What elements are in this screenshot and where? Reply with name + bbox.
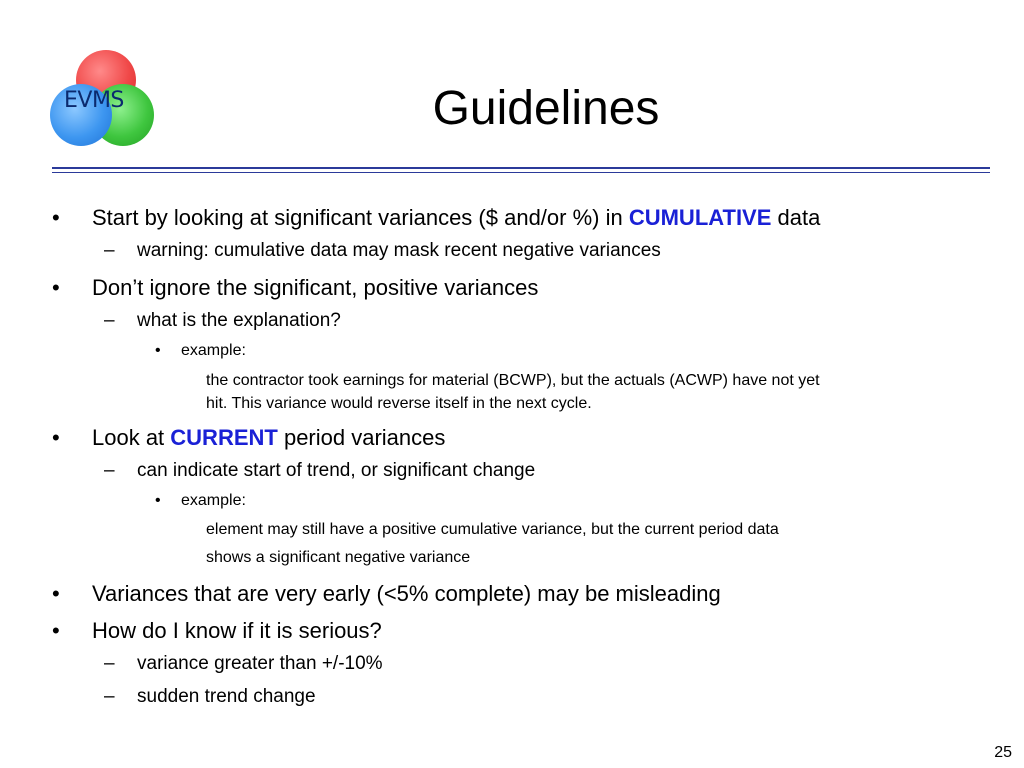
emphasis-current: CURRENT xyxy=(170,425,278,450)
sub-bullet-trend-change: sudden trend change xyxy=(137,686,316,707)
example-text-line: shows a significant negative variance xyxy=(206,549,471,566)
slide-title: Guidelines xyxy=(432,82,660,135)
dash-marker: – xyxy=(104,653,115,674)
bullet-text-end: period variances xyxy=(277,425,446,450)
example-text-line: hit. This variance would reverse itself in the next cycle. xyxy=(206,395,592,412)
dash-marker: – xyxy=(104,460,115,481)
bullet-current xyxy=(92,425,445,451)
page-number: 25 xyxy=(994,744,1012,761)
bullet-text: Look at xyxy=(92,425,171,450)
bullet-marker: • xyxy=(52,425,60,450)
dash-marker: – xyxy=(104,310,115,331)
example-label: example: xyxy=(181,492,246,509)
example-text-line: the contractor took earnings for material (BCWP), but the actuals (ACWP) have not yet xyxy=(206,372,820,389)
dash-marker: – xyxy=(104,240,115,261)
bullet-text: Start by looking at significant variances ($ and/or %) in xyxy=(92,205,629,230)
bullet-positive-variances: Don’t ignore the significant, positive variances xyxy=(92,275,539,300)
bullet-marker: • xyxy=(52,618,60,643)
bullet-marker: • xyxy=(52,581,60,606)
bullet-early-variances: Variances that are very early (<5% complete) may be misleading xyxy=(92,581,721,606)
sub-bullet-explanation: what is the explanation? xyxy=(137,310,341,331)
bullet-serious: How do I know if it is serious? xyxy=(92,618,382,643)
emphasis-cumulative: CUMULATIVE xyxy=(628,205,772,230)
logo-text: EVMS xyxy=(64,88,124,113)
sub-bullet-threshold: variance greater than +/-10% xyxy=(137,653,383,674)
bullet-marker: • xyxy=(52,275,60,300)
small-bullet-marker: • xyxy=(155,492,161,509)
example-label: example: xyxy=(181,342,246,359)
small-bullet-marker: • xyxy=(155,342,161,359)
bullet-marker: • xyxy=(52,205,60,230)
sub-bullet-warning: warning: cumulative data may mask recent negative variances xyxy=(137,240,661,261)
bullet-text-end: data xyxy=(771,205,821,230)
sub-bullet-trend: can indicate start of trend, or significant change xyxy=(137,460,536,481)
example-text-line: element may still have a positive cumulative variance, but the current period data xyxy=(206,521,779,538)
bullet-cumulative xyxy=(92,205,820,231)
dash-marker: – xyxy=(104,686,115,707)
